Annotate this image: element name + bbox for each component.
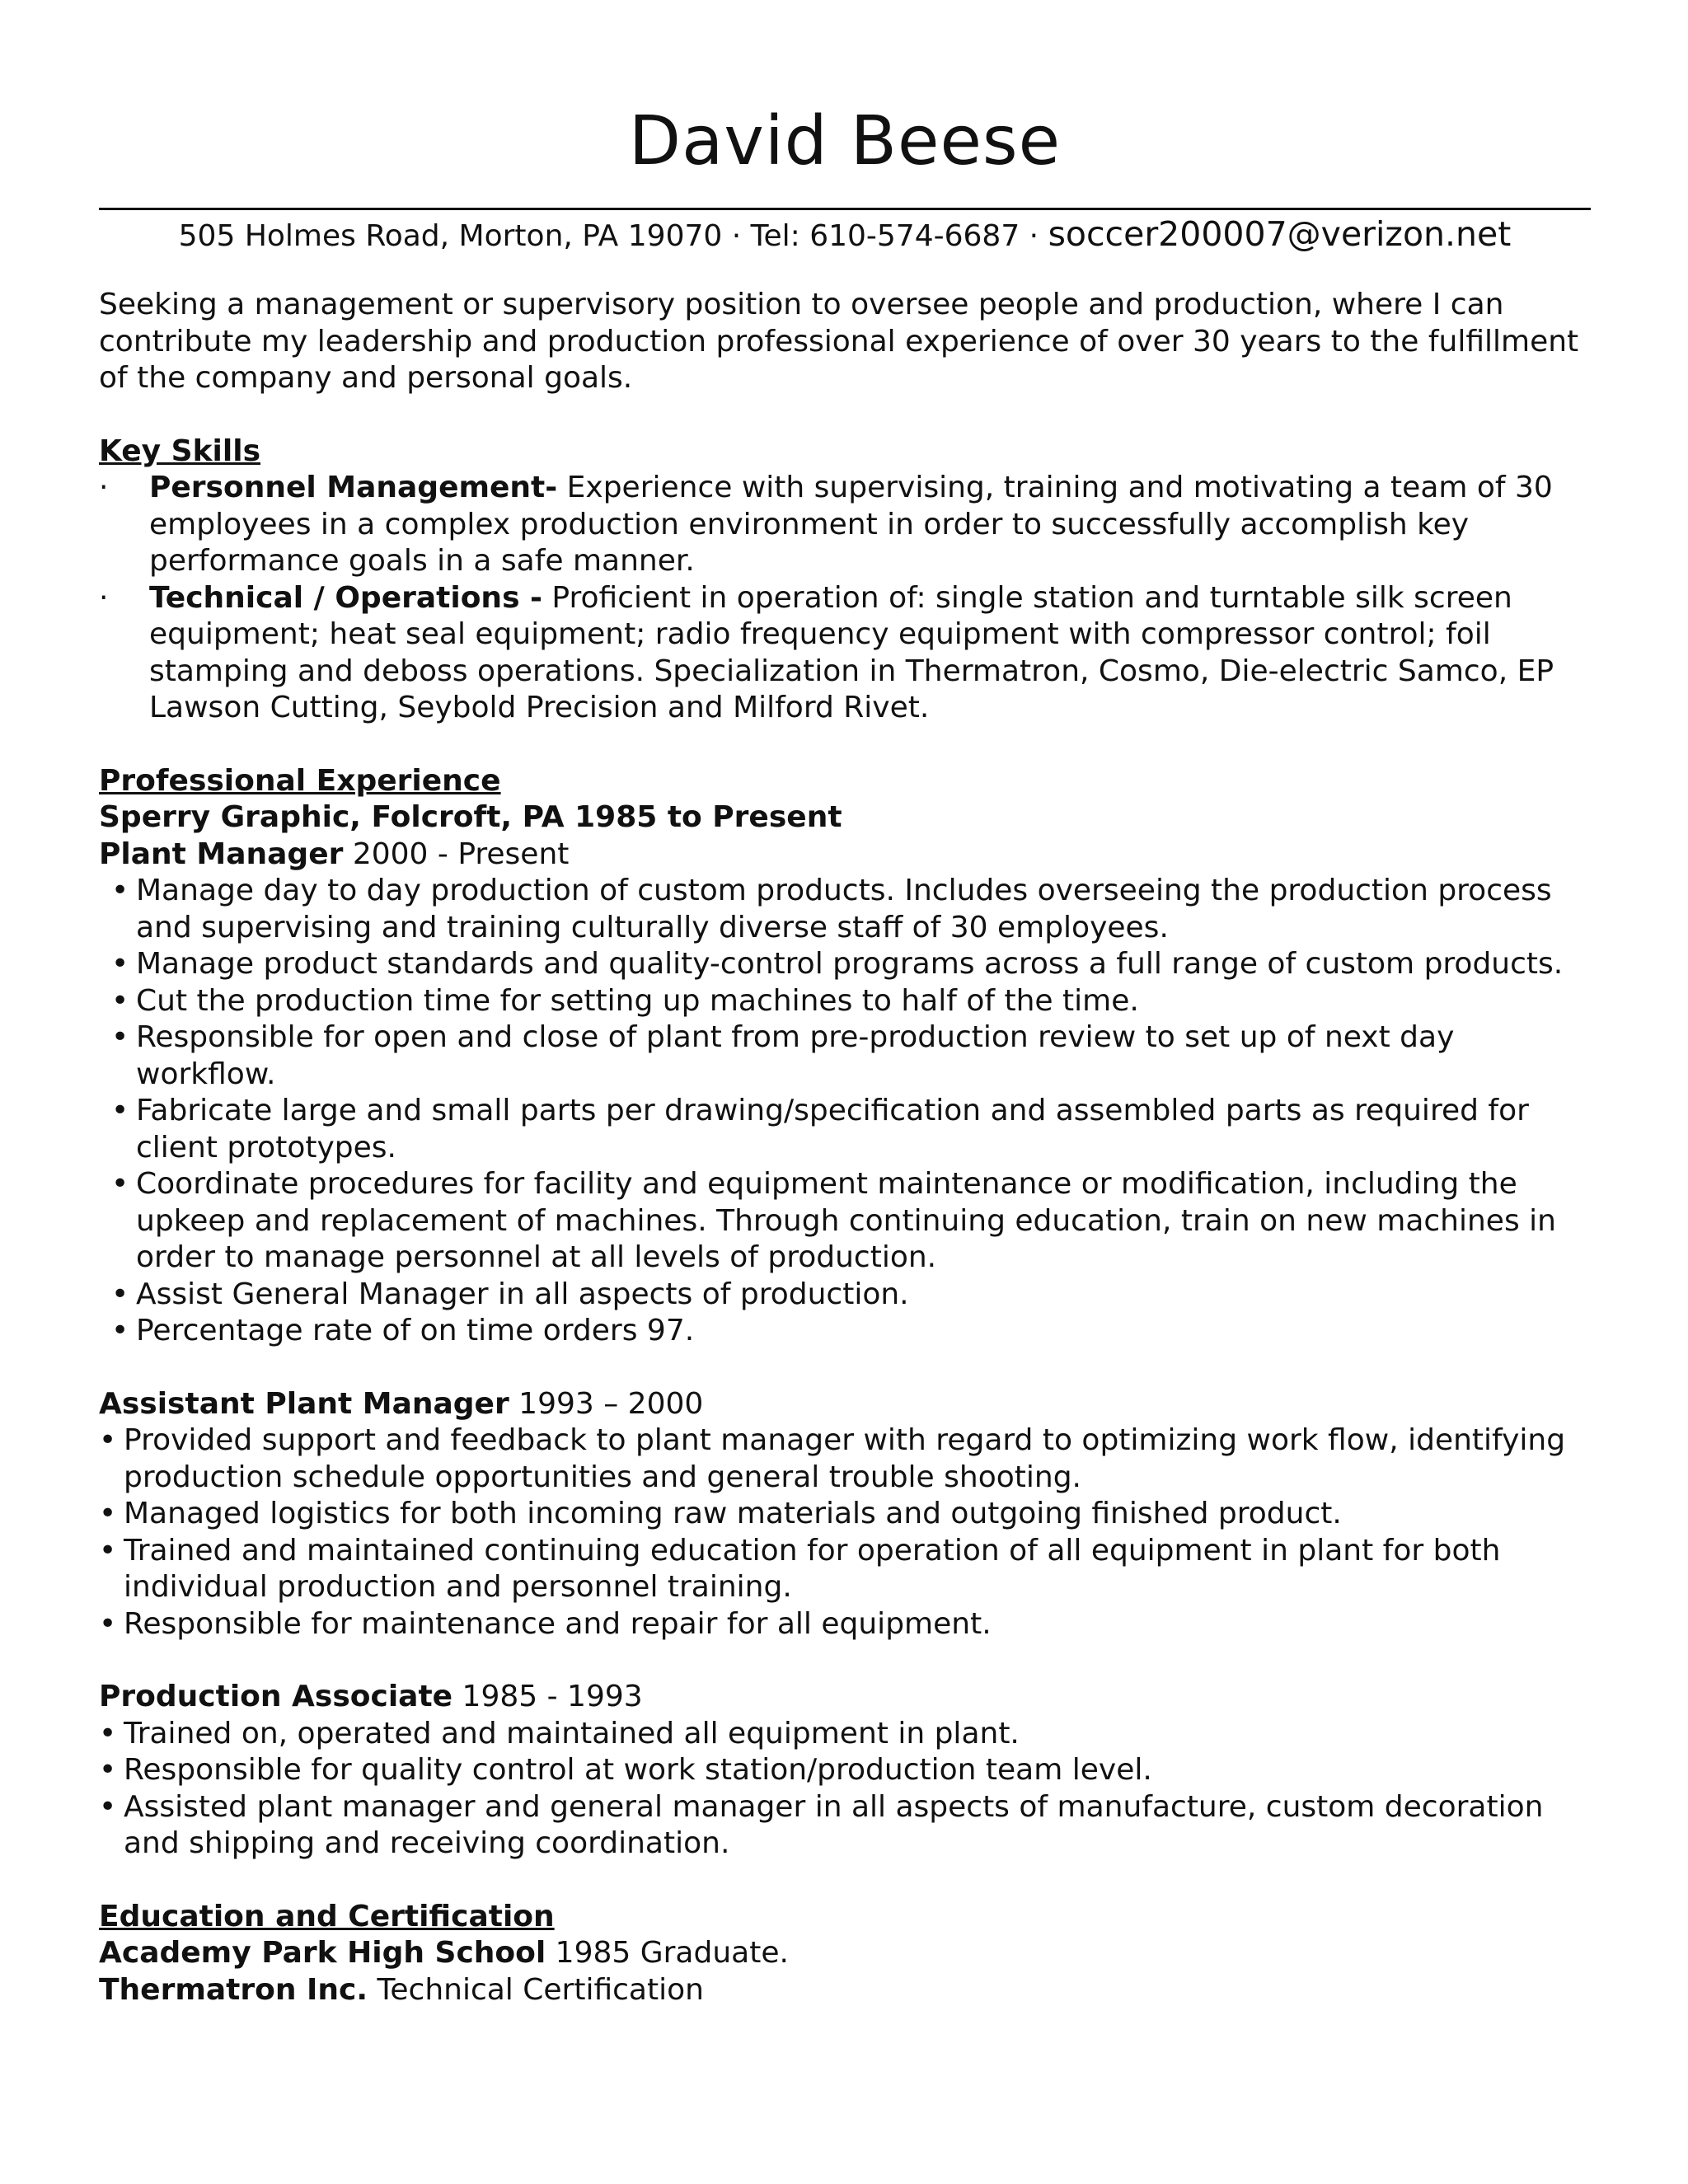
bullet-text: Cut the production time for setting up machines to half of the time. (136, 983, 1139, 1018)
education-detail: Technical Certification (368, 1972, 704, 2007)
list-item (99, 1789, 1591, 1863)
bullet-glyph: • (111, 1277, 129, 1311)
list-item (99, 983, 1591, 1020)
bullet-text: Responsible for quality control at work station/production team level. (124, 1753, 1152, 1787)
list-item (99, 1277, 1591, 1314)
bullet-text: Responsible for maintenance and repair for all equipment. (124, 1606, 992, 1641)
bullet-text: Fabricate large and small parts per drawing/specification and assembled parts as required for client prototypes. (136, 1094, 1529, 1165)
skill-text: Proficient in operation of: single station and turntable silk screen equipment; heat seal equipment; radio frequency equipment with compressor control; foil stamping and deboss operations. Specialization in Thermatron, Cosmo, Die-electric Samco, EP Lawson Cutting, Seybold Precision and Milford Rivet. (149, 580, 1554, 724)
education-name: Academy Park High School (99, 1936, 546, 1970)
list-item (99, 1496, 1591, 1533)
education-name: Thermatron Inc. (99, 1972, 368, 2007)
bullet-text: Responsible for open and close of plant from pre-production review to set up of next day workflow. (136, 1020, 1455, 1091)
candidate-name: David Beese (628, 102, 1062, 180)
list-item (99, 1752, 1591, 1789)
bullet-glyph: • (111, 947, 129, 981)
contact-address-phone: 505 Holmes Road, Morton, PA 19070 · Tel: 610-574-6687 · (178, 219, 1048, 253)
role-line (99, 1386, 1591, 1423)
role-bullet-list (99, 873, 1591, 1350)
experience-heading: Professional Experience (99, 763, 501, 798)
bullet-glyph: • (99, 1533, 117, 1568)
role-dates: 1985 - 1993 (452, 1680, 643, 1713)
bullet-glyph: • (111, 1314, 129, 1347)
bullet-text: Trained on, operated and maintained all equipment in plant. (124, 1716, 1020, 1750)
bullet-glyph: • (99, 1423, 117, 1457)
bullet-text: Managed logistics for both incoming raw materials and outgoing finished product. (124, 1497, 1342, 1530)
skill-item (99, 580, 1591, 727)
skill-dot: · (99, 471, 109, 504)
education-detail: 1985 Graduate. (546, 1936, 789, 1970)
role-bullet-list (99, 1716, 1591, 1863)
list-item (99, 1422, 1591, 1496)
list-item (99, 1166, 1591, 1277)
bullet-text: Manage day to day production of custom products. Includes overseeing the production process and supervising and training culturally diverse staff of 30 employees. (136, 874, 1552, 944)
bullet-glyph: • (99, 1606, 117, 1641)
bullet-text: Manage product standards and quality-control programs across a full range of custom products. (136, 947, 1564, 981)
bullet-text: Percentage rate of on time orders 97. (136, 1314, 695, 1347)
objective-statement: Seeking a management or supervisory position to oversee people and production, where I can contribute my leadership and production professional experience of over 30 years to the fulfillment of the company and personal goals. (99, 288, 1579, 395)
bullet-glyph: • (111, 983, 129, 1018)
skill-title: Technical / Operations - (149, 580, 542, 615)
contact-email: soccer200007@verizon.net (1048, 214, 1512, 254)
education-heading: Education and Certification (99, 1899, 555, 1933)
skill-dot: · (99, 580, 109, 615)
list-item (99, 1606, 1591, 1643)
spacer (99, 1350, 1591, 1386)
spacer (99, 1643, 1591, 1679)
header-divider (99, 208, 1591, 210)
list-item (99, 1019, 1591, 1093)
role-bullet-list (99, 1422, 1591, 1643)
education-item (99, 1935, 1591, 1972)
contact-line (99, 215, 1591, 255)
bullet-text: Provided support and feedback to plant manager with regard to optimizing work flow, identifying production schedule opportunities and general trouble shooting. (124, 1423, 1566, 1494)
bullet-text: Assisted plant manager and general manager in all aspects of manufacture, custom decoration and shipping and receiving coordination. (124, 1789, 1544, 1860)
list-item (99, 1533, 1591, 1606)
bullet-glyph: • (111, 1020, 129, 1054)
skill-text: Experience with supervising, training and motivating a team of 30 employees in a complex production environment in order to successfully accomplish key performance goals in a safe manner. (149, 471, 1553, 578)
role-title: Production Associate (99, 1680, 453, 1713)
company-line: Sperry Graphic, Folcroft, PA 1985 to Present (99, 800, 842, 834)
skill-title: Personnel Management- (149, 471, 558, 504)
skill-item (99, 470, 1591, 580)
bullet-glyph: • (99, 1789, 117, 1824)
bullet-text: Coordinate procedures for facility and equipment maintenance or modification, including the upkeep and replacement of machines. Through continuing education, train on new machines in order to manage personnel at all levels of production. (136, 1167, 1556, 1274)
role-line (99, 1679, 1591, 1716)
role-title: Assistant Plant Manager (99, 1386, 509, 1421)
role-line (99, 837, 1591, 874)
bullet-glyph: • (111, 1094, 129, 1127)
bullet-glyph: • (99, 1716, 117, 1750)
list-item (99, 1093, 1591, 1166)
key-skills-heading: Key Skills (99, 434, 260, 468)
bullet-glyph: • (99, 1497, 117, 1530)
bullet-glyph: • (99, 1753, 117, 1787)
resume-page (99, 0, 1591, 2008)
role-title: Plant Manager (99, 837, 344, 871)
list-item (99, 873, 1591, 946)
bullet-glyph: • (111, 1167, 129, 1201)
role-dates: 2000 - Present (343, 837, 570, 871)
bullet-text: Trained and maintained continuing education for operation of all equipment in plant for both individual production and personnel training. (124, 1533, 1501, 1604)
bullet-text: Assist General Manager in all aspects of production. (136, 1277, 909, 1311)
education-item (99, 1972, 1591, 2009)
list-item (99, 1716, 1591, 1753)
list-item (99, 946, 1591, 983)
role-dates: 1993 – 2000 (509, 1386, 704, 1421)
bullet-glyph: • (111, 874, 129, 907)
list-item (99, 1313, 1591, 1350)
